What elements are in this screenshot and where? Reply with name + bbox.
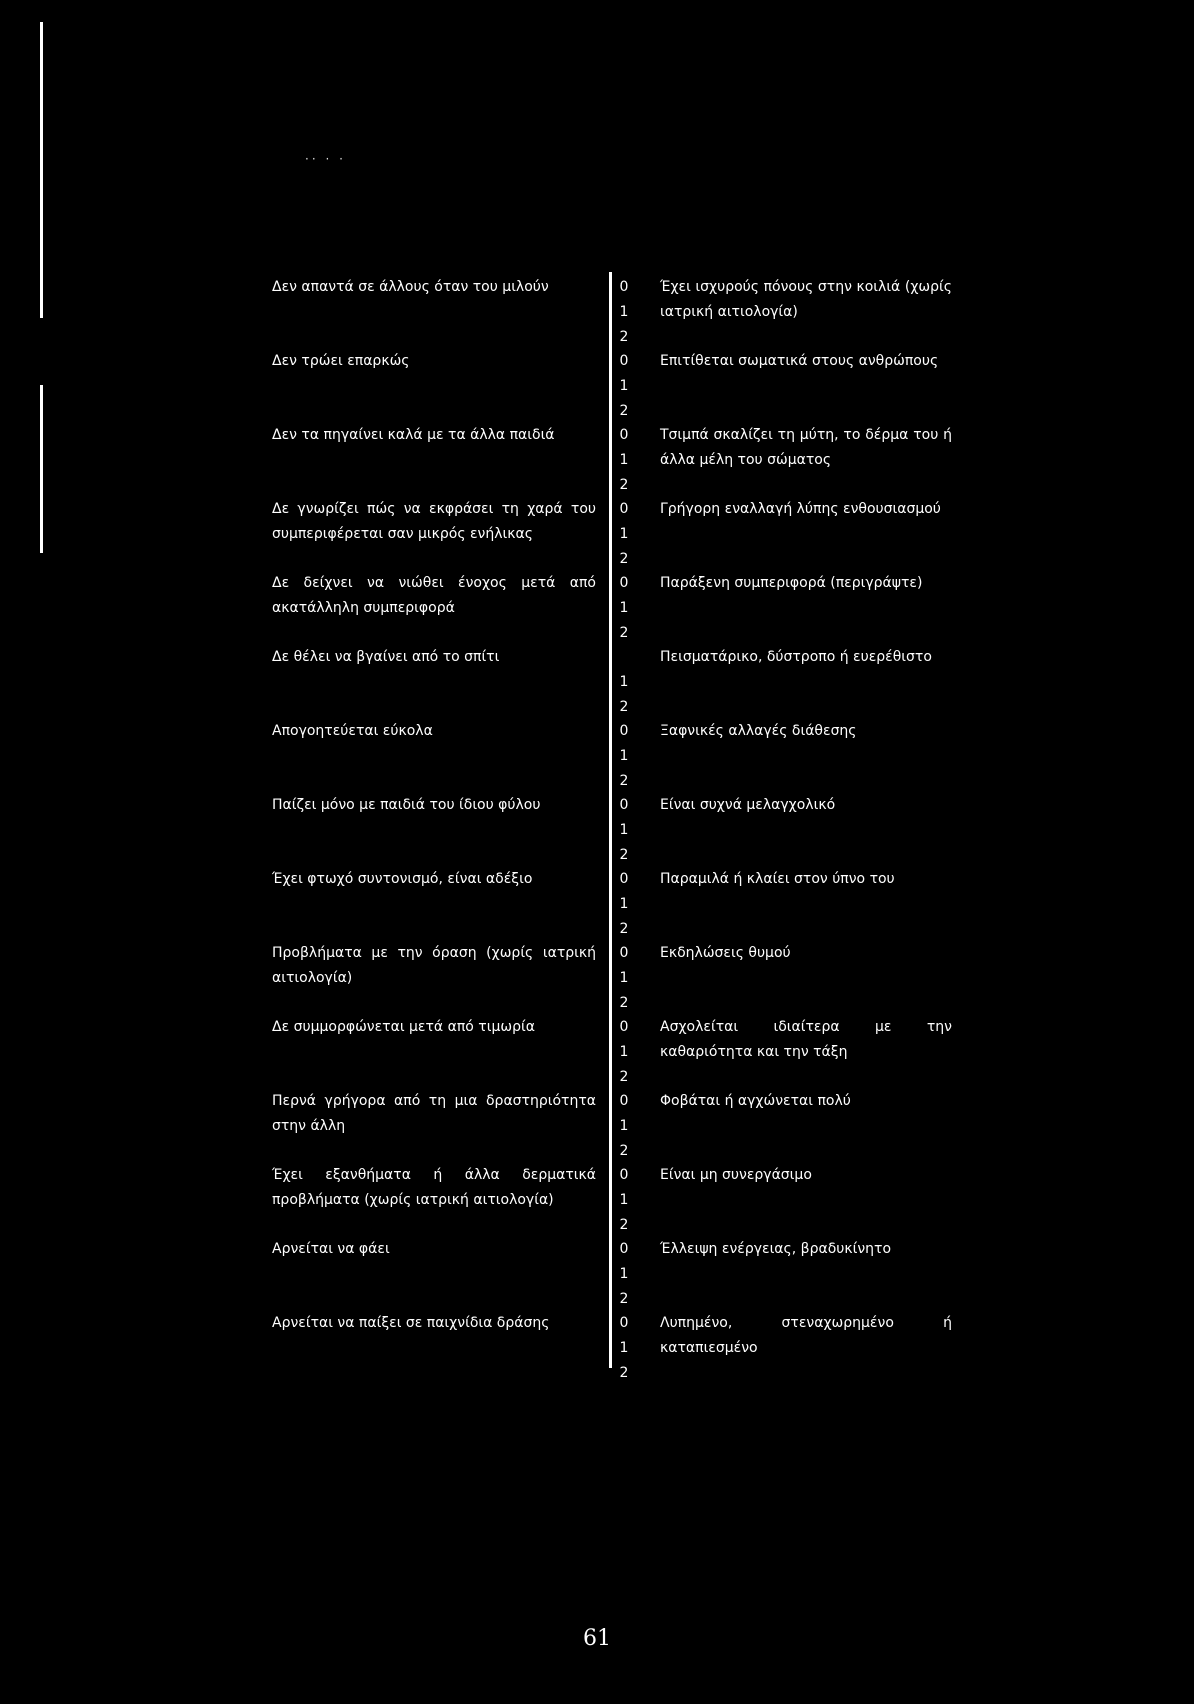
right-item-text: Ξαφνικές αλλαγές διάθεσης [660,723,857,739]
checklist-row [272,719,952,793]
score-value: 1 [619,304,629,320]
score-value: 2 [619,329,629,345]
score-value: 0 [619,427,629,443]
score-value: 2 [619,403,629,419]
score-value: 2 [619,1069,629,1085]
score-value: 0 [619,279,629,295]
score-value: 0 [619,797,629,813]
right-item-text: Επιτίθεται σωματικά στους ανθρώπους [660,353,939,369]
score-value: 1 [619,896,629,912]
right-item-text: Παραμιλά ή κλαίει στον ύπνο του [660,871,895,887]
checklist-row [272,645,952,719]
left-item-text: Δε συμμορφώνεται μετά από τιμωρία [272,1019,535,1035]
score-value: 1 [619,1118,629,1134]
score-value: 1 [619,378,629,394]
left-item-text: Δε θέλει να βγαίνει από το σπίτι [272,649,500,665]
score-options [616,1311,632,1386]
score-value: 2 [619,921,629,937]
left-item-text: Δε δείχνει να νιώθει ένοχος μετά από ακατάλληλη συμπεριφορά [272,575,596,616]
score-options [616,793,632,868]
left-item-text: Προβλήματα με την όραση (χωρίς ιατρική αιτιολογία) [272,945,596,986]
right-item-text: Παράξενη συμπεριφορά (περιγράψτε) [660,575,923,591]
right-item-text: Είναι μη συνεργάσιμο [660,1167,812,1183]
score-options [616,423,632,498]
checklist-row [272,349,952,423]
score-value: 2 [619,847,629,863]
score-value: 0 [619,1315,629,1331]
checklist-row [272,1311,952,1385]
checklist-row [272,941,952,1015]
left-item-text: Απογοητεύεται εύκολα [272,723,433,739]
score-value: 0 [619,1019,629,1035]
checklist-row [272,571,952,645]
score-value: 1 [619,674,629,690]
right-item-text: Ασχολείται ιδιαίτερα με την καθαριότητα και την τάξη [660,1019,952,1060]
score-value: 0 [619,871,629,887]
header-mark: ·· · · [305,152,346,166]
score-options [616,941,632,1016]
score-value: 1 [619,526,629,542]
score-value: 2 [619,551,629,567]
score-options [616,1089,632,1164]
score-options [616,1015,632,1090]
score-value: 0 [619,945,629,961]
score-value: 0 [619,1167,629,1183]
right-item-text: Πεισματάρικο, δύστροπο ή ευερέθιστο [660,649,932,665]
page-number: 61 [583,1626,611,1651]
right-item-text: Έλλειψη ενέργειας, βραδυκίνητο [660,1241,892,1257]
score-value [616,645,632,670]
score-value: 2 [619,625,629,641]
score-value: 0 [619,501,629,517]
right-item-text: Τσιμπά σκαλίζει τη μύτη, το δέρμα του ή άλλα μέλη του σώματος [660,427,952,468]
score-options [616,1237,632,1312]
checklist-row [272,275,952,349]
score-value: 1 [619,452,629,468]
left-item-text: Δεν τα πηγαίνει καλά με τα άλλα παιδιά [272,427,555,443]
score-value: 2 [619,773,629,789]
score-value: 0 [619,723,629,739]
score-value: 2 [619,1365,629,1381]
right-item-text: Γρήγορη εναλλαγή λύπης ενθουσιασμού [660,501,941,517]
right-item-text: Λυπημένο, στεναχωρημένο ή καταπιεσμένο [660,1315,952,1356]
score-options [616,867,632,942]
score-options [616,275,632,350]
score-value: 1 [619,600,629,616]
right-item-text: Έχει ισχυρούς πόνους στην κοιλιά (χωρίς ιατρική αιτιολογία) [660,279,952,320]
score-value: 0 [619,575,629,591]
score-value: 1 [619,1044,629,1060]
right-item-text: Φοβάται ή αγχώνεται πολύ [660,1093,851,1109]
checklist-row [272,1163,952,1237]
checklist-row [272,867,952,941]
checklist-row [272,423,952,497]
score-value: 1 [619,970,629,986]
checklist-row [272,1015,952,1089]
score-value: 1 [619,822,629,838]
score-options [616,571,632,646]
left-edge-line-top [40,22,43,318]
left-item-text: Αρνείται να παίξει σε παιχνίδια δράσης [272,1315,550,1331]
left-item-text: Περνά γρήγορα από τη μια δραστηριότητα στην άλλη [272,1093,596,1134]
right-item-text: Εκδηλώσεις θυμού [660,945,791,961]
left-item-text: Δεν απαντά σε άλλους όταν του μιλούν [272,279,549,295]
checklist-row [272,793,952,867]
score-options [616,349,632,424]
score-value: 1 [619,748,629,764]
score-value: 0 [619,353,629,369]
left-item-text: Έχει φτωχό συντονισμό, είναι αδέξιο [272,871,533,887]
left-item-text: Δεν τρώει επαρκώς [272,353,410,369]
score-options [616,719,632,794]
checklist-table [272,275,952,1385]
left-item-text: Δε γνωρίζει πώς να εκφράσει τη χαρά του συμπεριφέρεται σαν μικρός ενήλικας [272,501,596,542]
score-value: 2 [619,1143,629,1159]
score-value: 2 [619,477,629,493]
score-value: 2 [619,1291,629,1307]
score-value: 2 [619,1217,629,1233]
checklist-row [272,497,952,571]
right-item-text: Είναι συχνά μελαγχολικό [660,797,836,813]
score-value: 1 [619,1266,629,1282]
score-value: 0 [619,1241,629,1257]
score-options [616,1163,632,1238]
score-value: 1 [619,1340,629,1356]
checklist-row [272,1237,952,1311]
left-item-text: Αρνείται να φάει [272,1241,390,1257]
score-value: 0 [619,1093,629,1109]
left-item-text: Παίζει μόνο με παιδιά του ίδιου φύλου [272,797,541,813]
score-value: 1 [619,1192,629,1208]
checklist-row [272,1089,952,1163]
left-edge-line-bottom [40,385,43,553]
score-options [616,497,632,572]
score-value: 2 [619,995,629,1011]
score-options [616,645,632,720]
score-value: 2 [619,699,629,715]
left-item-text: Έχει εξανθήματα ή άλλα δερματικά προβλήματα (χωρίς ιατρική αιτιολογία) [272,1167,596,1208]
